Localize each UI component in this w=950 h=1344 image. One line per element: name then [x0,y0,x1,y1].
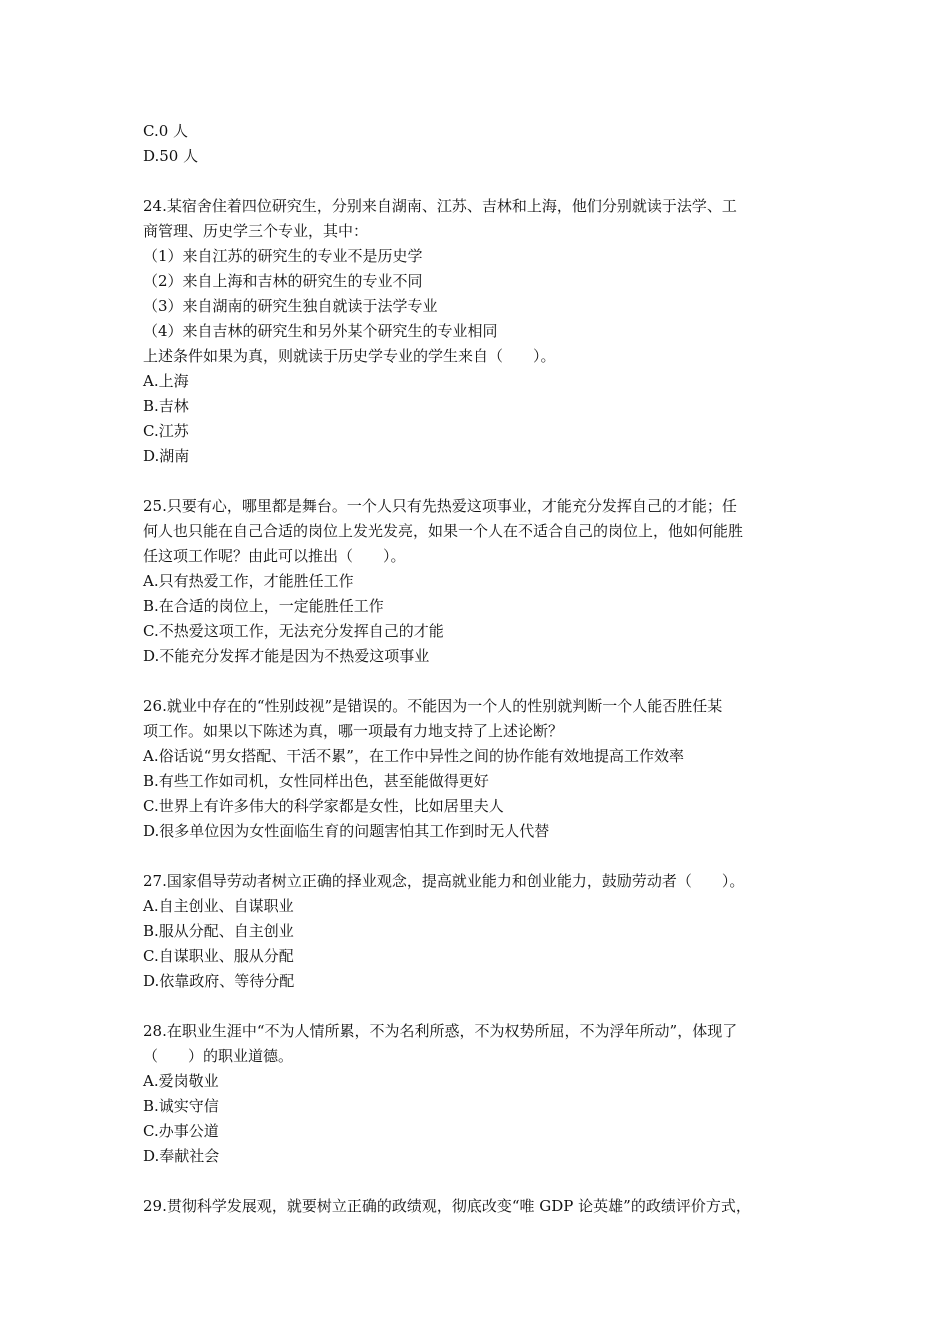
question-stem-line: 任这项工作呢？由此可以推出（ ）。 [143,547,406,565]
document-page [143,119,813,1219]
option-b: B.吉林 [143,397,189,415]
option-a: A.自主创业、自谋职业 [143,897,294,915]
question-stem-line: 25.只要有心，哪里都是舞台。一个人只有先热爱这项事业，才能充分发挥自己的才能；任 [143,497,737,515]
question-prompt: 上述条件如果为真，则就读于历史学专业的学生来自（ ）。 [143,347,556,365]
option-d: D.很多单位因为女性面临生育的问题害怕其工作到时无人代替 [143,822,550,840]
question-stem-line: 26.就业中存在的“性别歧视”是错误的。不能因为一个人的性别就判断一个人能否胜任某 [143,697,723,715]
question-26 [143,694,813,844]
question-stem-line: 24.某宿舍住着四位研究生，分别来自湖南、江苏、吉林和上海，他们分别就读于法学、工 [143,197,737,215]
option-b: B.在合适的岗位上，一定能胜任工作 [143,597,384,615]
condition-4: （4）来自吉林的研究生和另外某个研究生的专业相同 [143,322,498,340]
option-d: D.奉献社会 [143,1147,220,1165]
option-b: B.诚实守信 [143,1097,219,1115]
carryover-options [143,119,813,169]
question-stem-line: 项工作。如果以下陈述为真，哪一项最有力地支持了上述论断？ [143,722,564,740]
question-stem-line: 商管理、历史学三个专业，其中： [143,222,369,240]
question-stem-line: 何人也只能在自己合适的岗位上发光发亮，如果一个人在不适合自己的岗位上，他如何能胜 [143,522,744,540]
condition-1: （1）来自江苏的研究生的专业不是历史学 [143,247,423,265]
option-d: D.不能充分发挥才能是因为不热爱这项事业 [143,647,430,665]
question-stem-line: 29.贯彻科学发展观，就要树立正确的政绩观，彻底改变“唯 GDP 论英雄”的政绩评价方式， [143,1197,751,1215]
question-29 [143,1194,813,1219]
option-c: C.不热爱这项工作，无法充分发挥自己的才能 [143,622,444,640]
option-a: A.俗话说“男女搭配、干活不累”，在工作中异性之间的协作能有效地提高工作效率 [143,747,684,765]
option-c: C.江苏 [143,422,189,440]
question-stem-line: 28.在职业生涯中“不为人情所累，不为名利所惑，不为权势所屈，不为浮年所动”，体现了 [143,1022,738,1040]
option-b: B.有些工作如司机，女性同样出色，甚至能做得更好 [143,772,489,790]
option-d: D.依靠政府、等待分配 [143,972,295,990]
question-28 [143,1019,813,1169]
option-c: C.0 人 [143,122,189,140]
option-a: A.上海 [143,372,189,390]
option-a: A.只有热爱工作，才能胜任工作 [143,572,354,590]
question-27 [143,869,813,994]
question-stem-line: （ ）的职业道德。 [143,1047,294,1065]
question-24 [143,194,813,469]
question-25 [143,494,813,669]
option-b: B.服从分配、自主创业 [143,922,294,940]
option-c: C.自谋职业、服从分配 [143,947,294,965]
condition-2: （2）来自上海和吉林的研究生的专业不同 [143,272,423,290]
condition-3: （3）来自湖南的研究生独自就读于法学专业 [143,297,438,315]
option-c: C.办事公道 [143,1122,219,1140]
option-d: D.湖南 [143,447,190,465]
option-d: D.50 人 [143,147,199,165]
option-c: C.世界上有许多伟大的科学家都是女性，比如居里夫人 [143,797,504,815]
option-a: A.爱岗敬业 [143,1072,219,1090]
question-stem-line: 27.国家倡导劳动者树立正确的择业观念，提高就业能力和创业能力，鼓励劳动者（ ）。 [143,872,745,890]
